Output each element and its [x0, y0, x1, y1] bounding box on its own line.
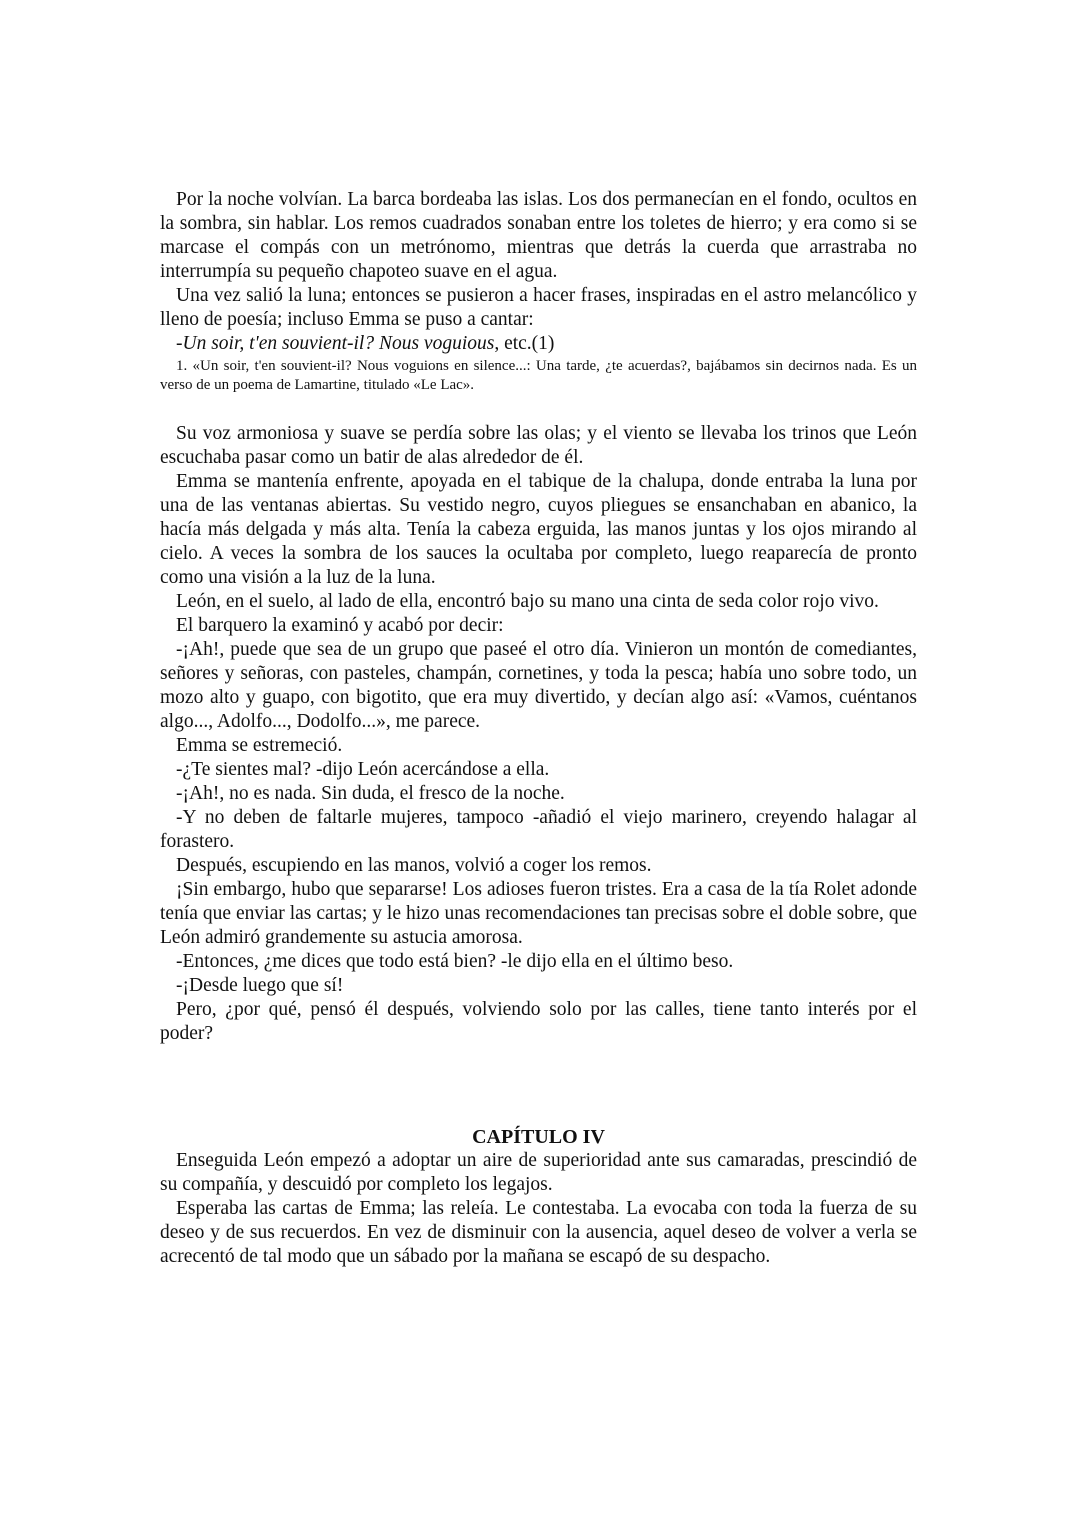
section-1: [160, 188, 917, 395]
chapter-section: [160, 1125, 917, 1269]
paragraph: -¡Ah!, no es nada. Sin duda, el fresco de la noche.: [176, 783, 565, 804]
song-line: [160, 332, 917, 356]
paragraph: -¡Desde luego que sí!: [176, 975, 344, 996]
paragraph: Emma se estremeció.: [176, 735, 343, 756]
paragraph: -¡Ah!, puede que sea de un grupo que paseé el otro día. Vinieron un montón de comediantes, señores y señoras, con pasteles, champán, cornetines, y toda la pesca; había uno sobre todo, un mozo alto y guapo, con bigotito, que era muy divertido, y decían algo así: «Vamos, cuéntanos algo..., Adolfo..., Dodolfo...», me parece.: [160, 639, 917, 732]
paragraph: Emma se mantenía enfrente, apoyada en el tabique de la chalupa, donde entraba la luna por una de las ventanas abiertas. Su vestido negro, cuyos pliegues se ensanchaban en abanico, la hacía más delgada y más alta. Tenía la cabeza erguida, las manos juntas y los ojos mirando al cielo. A veces la sombra de los sauces la ocultaba por completo, luego reaparecía de pronto como una visión a la luz de la luna.: [160, 471, 917, 588]
paragraph: -¿Te sientes mal? -dijo León acercándose a ella.: [176, 759, 550, 780]
paragraph: Pero, ¿por qué, pensó él después, volviendo solo por las calles, tiene tanto interés por el poder?: [160, 999, 917, 1044]
song-italic: -Un soir, t'en souvient-il? Nous voguious: [176, 333, 495, 354]
paragraph: Su voz armoniosa y suave se perdía sobre las olas; y el viento se llevaba los trinos que León escuchaba pasar como un batir de alas alrededor de él.: [160, 423, 917, 468]
paragraph: León, en el suelo, al lado de ella, encontró bajo su mano una cinta de seda color rojo vivo.: [176, 591, 879, 612]
paragraph: Por la noche volvían. La barca bordeaba las islas. Los dos permanecían en el fondo, ocultos en la sombra, sin hablar. Los remos cuadrados sonaban entre los toletes de hierro; y era como si se marcase el compás con un metrónomo, mientras que detrás la cuerda que arrastraba no interrumpía su pequeño chapoteo suave en el agua.: [160, 189, 917, 282]
paragraph: Enseguida León empezó a adoptar un aire de superioridad ante sus camaradas, prescindió de su compañía, y descuidó por completo los legajos.: [160, 1150, 917, 1195]
paragraph: Esperaba las cartas de Emma; las releía. Le contestaba. La evocaba con toda la fuerza de su deseo y de sus recuerdos. En vez de disminuir con la ausencia, aquel deseo de volver a verla se acrecentó de tal modo que un sábado por la mañana se escapó de su despacho.: [160, 1198, 917, 1267]
section-2: [160, 422, 917, 1046]
paragraph: Después, escupiendo en las manos, volvió a coger los remos.: [176, 855, 652, 876]
chapter-title: CAPÍTULO IV: [472, 1126, 605, 1148]
paragraph: Una vez salió la luna; entonces se pusieron a hacer frases, inspiradas en el astro melancólico y lleno de poesía; incluso Emma se puso a cantar:: [160, 285, 917, 330]
paragraph: -Y no deben de faltarle mujeres, tampoco -añadió el viejo marinero, creyendo halagar al forastero.: [160, 807, 917, 852]
paragraph: ¡Sin embargo, hubo que separarse! Los adioses fueron tristes. Era a casa de la tía Rolet adonde tenía que enviar las cartas; y le hizo unas recomendaciones tan precisas sobre el doble sobre, que León admiró grandemente su astucia amorosa.: [160, 879, 917, 948]
paragraph: -Entonces, ¿me dices que todo está bien? -le dijo ella en el último beso.: [176, 951, 734, 972]
song-rest: , etc.(1): [494, 333, 555, 354]
footnote: 1. «Un soir, t'en souvient-il? Nous voguions en silence...: Una tarde, ¿te acuerdas?, bajábamos sin decirnos nada. Es un verso de un poema de Lamartine, titulado «Le Lac».: [160, 358, 917, 393]
paragraph: El barquero la examinó y acabó por decir:: [176, 615, 504, 636]
